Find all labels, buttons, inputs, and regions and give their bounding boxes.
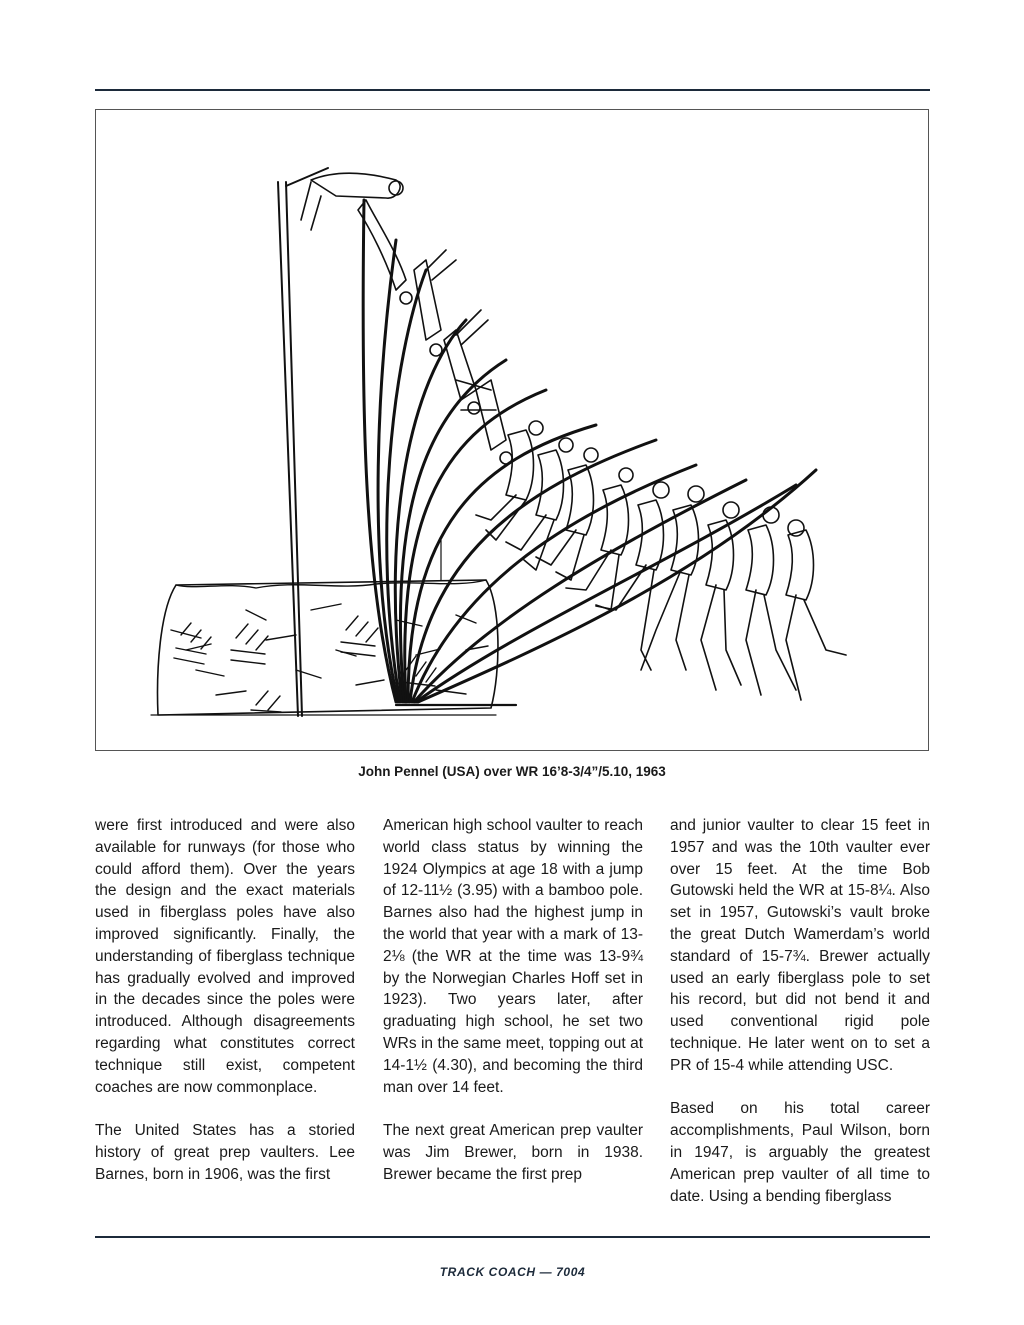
paragraph: American high school vaulter to reach world class status by winning the 1924 Olympics at age 18 with a jump of 12-11½ (3.95) with a bamboo pole. Barnes also had the highest jump in the world that year with a mark of 13-2⅛ (the WR at the time was 13-9¾ by the Norwegian Charles Hoff set in 1923). Two years later, after graduating high school, he set two WRs in the same meet, topping out at 14-1½ (4.30), and becoming the third man over 14 feet. (383, 817, 643, 1096)
text-column-1 (95, 815, 355, 1207)
landing-pit (151, 580, 498, 715)
paragraph: and junior vaulter to clear 15 feet in 1957 and was the 10th vaulter ever over 15 feet. At the time Bob Gutowski held the WR at 15-8¼. Also set in 1957, Gutowski’s vault broke the great Dutch Wamerdam’s world standard of 15-7¾. Brewer actually used an early fiberglass pole to set his record, but did not bend it and used conventional rigid pole technique. He later went on to set a PR of 15-4 while attending USC. (670, 817, 930, 1074)
figure (95, 109, 929, 751)
text-column-3 (670, 815, 930, 1229)
top-rule (95, 89, 930, 91)
paragraph: The next great American prep vaulter was Jim Brewer, born in 1938. Brewer became the first prep (383, 1122, 643, 1183)
bottom-rule (95, 1236, 930, 1238)
text-column-2 (383, 815, 643, 1207)
page-footer: TRACK COACH — 7004 (439, 1265, 586, 1279)
paragraph: The United States has a storied history of great prep vaulters. Lee Barnes, born in 1906, was the first (95, 1122, 355, 1183)
vaulting-standard (278, 168, 328, 716)
paragraph: Based on his total career accomplishments, Paul Wilson, born in 1947, is arguably the greatest American prep vaulter of all time to date. Using a bending fiberglass (670, 1100, 930, 1205)
paragraph: were first introduced and were also available for runways (for those who could afford them). Over the years the design and the exact materials used in fiberglass poles have also improved significantly. Finally, the understanding of fiberglass technique has gradually evolved and improved in the decades since the poles were introduced. Although disagreements regarding what constitutes correct technique still exist, competent coaches are now commonplace. (95, 817, 355, 1096)
vaulter-figures (301, 173, 846, 700)
vaulter-figure-top (301, 173, 403, 230)
pole-vault-sequence-illustration (96, 110, 928, 750)
figure-caption: John Pennel (USA) over WR 16’8-3/4”/5.10, 1963 (358, 764, 666, 779)
